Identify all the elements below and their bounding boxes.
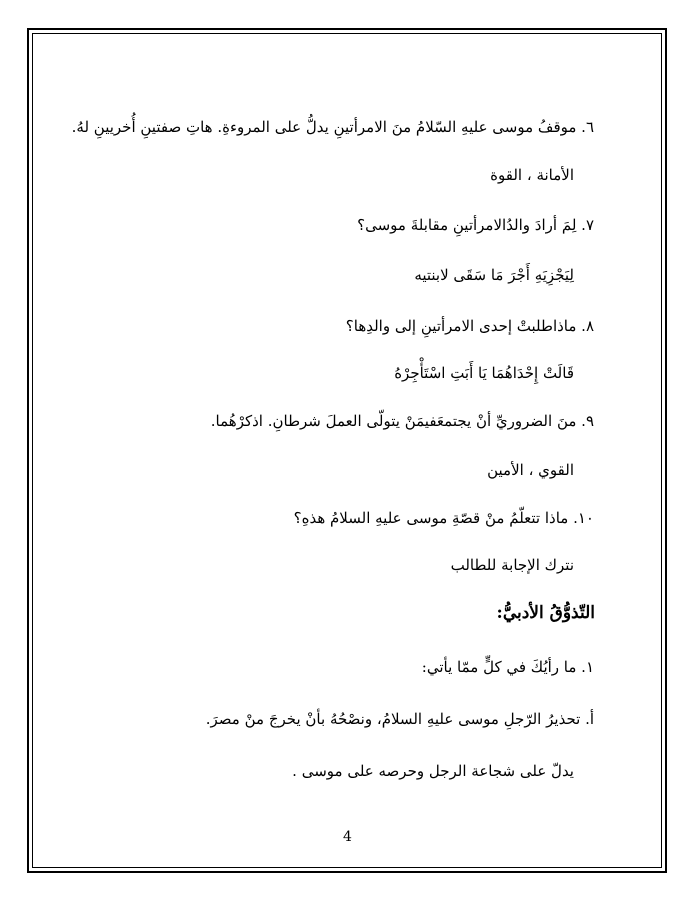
- question-10: ١٠. ماذا تتعلّمُ منْ قصّةِ موسى عليهِ السلامُ هذهِ؟: [293, 509, 594, 527]
- appreciation-answer-a: يدلّ على شجاعة الرجل وحرصه على موسى .: [292, 762, 574, 780]
- question-8: ٨. ماذاطلبتْ إحدى الامرأتينِ إلى والدِها؟: [345, 317, 594, 335]
- page-number: 4: [343, 829, 352, 845]
- appreciation-question-1: ١. ما رأيُكَ في كلٍّ ممّا يأتي:: [421, 658, 594, 676]
- answer-10: نترك الإجابة للطالب: [450, 556, 574, 574]
- answer-8: قَالَتْ إِحْدَاهُمَا يَا أَبَتِ اسْتَأْجِرْهُ: [394, 364, 574, 382]
- question-9: ٩. منَ الضروريِّ أنْ يجتمعَفيمَنْ يتولّى العملَ شرطانِ. اذكرْهُما.: [210, 412, 594, 430]
- answer-7: لِيَجْزِيَهِ أَجْرَ مَا سَقَى لابنتيه: [414, 266, 574, 284]
- question-6: ٦. موقفُ موسى عليهِ السّلامُ منَ الامرأتينِ يدلُّ على المروءةِ. هاتِ صفتينِ أُخريينِ لهُ.: [71, 118, 594, 136]
- page-border-inner: [32, 33, 662, 868]
- question-7: ٧. لِمَ أرادَ والدُالامرأتينِ مقابلةَ موسى؟: [357, 216, 594, 234]
- appreciation-item-a: أ. تحذيرُ الرّجلِ موسى عليهِ السلامُ، ونصْحُهُ بأنْ يخرجَ منْ مصرَ.: [205, 710, 594, 728]
- answer-6: الأمانة ، القوة: [490, 166, 574, 184]
- answer-9: القوي ، الأمين: [487, 461, 574, 479]
- section-heading: التّذوُّقُ الأدبيُّ:: [496, 603, 595, 623]
